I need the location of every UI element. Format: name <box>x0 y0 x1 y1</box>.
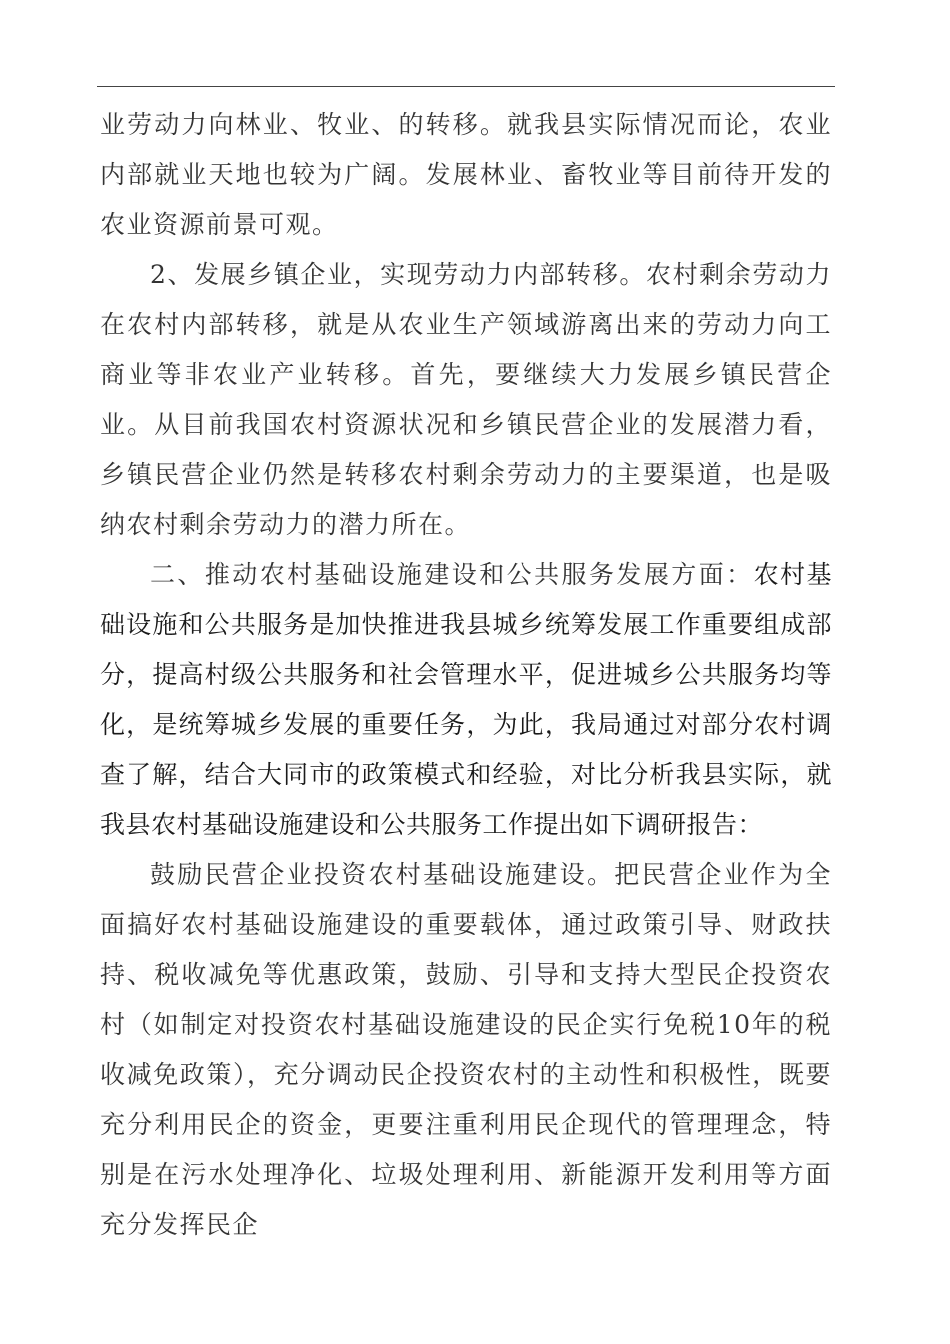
paragraph-forestry-transfer: 业劳动力向林业、牧业、的转移。就我县实际情况而论，农业内部就业天地也较为广阔。发展林业、畜牧业等目前待开发的农业资源前景可观。 <box>100 110 832 239</box>
paragraph-private-investment: 鼓励民营企业投资农村基础设施建设。把民营企业作为全面搞好农村基础设施建设的重要载体，通过政策引导、财政扶持、税收减免等优惠政策，鼓励、引导和支持大型民企投资农村（如制定对投资农村基础设施建设的民企实行免税10年的税收减免政策），充分调动民企投资农村的主动性和积极性，既要充分利用民企的资金，更要注重利用民企现代的管理理念，特别是在污水处理净化、垃圾处理利用、新能源开发利用等方面充分发挥民企 <box>100 860 832 1239</box>
section-heading-infrastructure: 二、推动农村基础设施建设和公共服务发展方面： <box>150 560 754 589</box>
section-emphasis-text: 农村基础设施和公共服务是加快推进我县城乡统筹发展工作重要组成部分，提高村级公共服务和社会管理水平，促进城乡公共服务均等化，是统筹城乡发展的重要任务，为此，我局通过对部分农村调查了解，结合大同市的政策模式和经验，对比分析我县实际，就我县农村基础设施建设和公共服务工作提出如下调研报告： <box>100 560 832 839</box>
paragraph-township-enterprises: 2、发展乡镇企业，实现劳动力内部转移。农村剩余劳动力在农村内部转移，就是从农业生产领域游离出来的劳动力向工商业等非农业产业转移。首先，要继续大力发展乡镇民营企业。从目前我国农村资源状况和乡镇民营企业的发展潜力看，乡镇民营企业仍然是转移农村剩余劳动力的主要渠道，也是吸纳农村剩余劳动力的潜力所在。 <box>100 260 832 539</box>
paragraph-infrastructure-section <box>100 550 832 850</box>
header-rule <box>97 86 835 87</box>
document-body <box>100 100 832 1250</box>
